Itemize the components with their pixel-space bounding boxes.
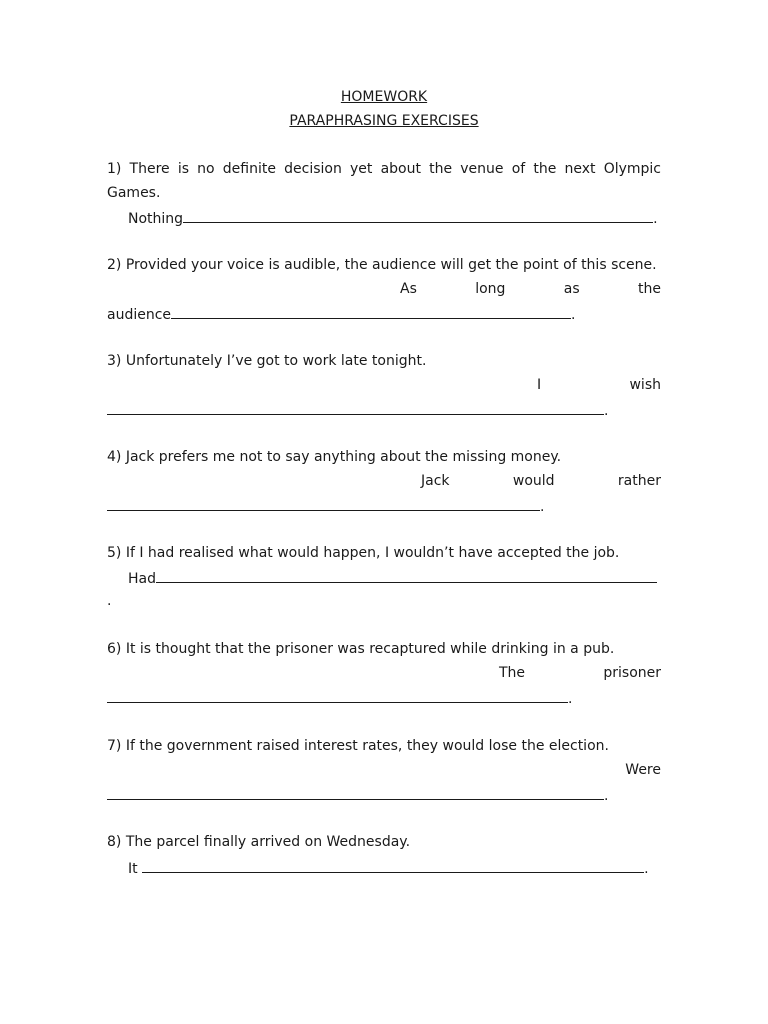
answer-line: Nothing . (128, 208, 658, 228)
exercise-sentence: 5) If I had realised what would happen, I wouldn’t have accepted the job. (107, 545, 620, 561)
answer-line: Had (128, 568, 657, 588)
exercise-sentence: 7) If the government raised interest rates, they would lose the election. (107, 738, 609, 754)
answer-prompt: Were (625, 762, 661, 778)
exercise-sentence: 4) Jack prefers me not to say anything about the missing money. (107, 449, 562, 465)
answer-blank[interactable] (142, 858, 644, 873)
answer-blank[interactable] (156, 568, 657, 583)
answer-line: . (107, 496, 544, 516)
answer-blank[interactable] (107, 400, 604, 415)
exercise-sentence: 3) Unfortunately I’ve got to work late tonight. (107, 353, 427, 369)
answer-prompt: As long as the (400, 281, 661, 297)
page-subtitle: PARAPHRASING EXERCISES (289, 113, 479, 129)
answer-blank[interactable] (171, 304, 571, 319)
exercise-sentence: 6) It is thought that the prisoner was recaptured while drinking in a pub. (107, 641, 615, 657)
answer-line: . (107, 785, 608, 805)
exercise-sentence-continued: Games. (107, 185, 161, 201)
page-title: HOMEWORK (340, 89, 428, 105)
answer-end: . (107, 593, 112, 609)
exercise-sentence: 2) Provided your voice is audible, the audience will get the point of this scene. (107, 257, 657, 273)
answer-prompt: I wish (537, 377, 661, 393)
answer-line: . (107, 688, 572, 708)
exercise-sentence: 1) There is no definite decision yet about the venue of the next Olympic (107, 161, 661, 177)
answer-blank[interactable] (107, 688, 568, 703)
answer-prompt: The prisoner (499, 665, 661, 681)
answer-blank[interactable] (107, 785, 604, 800)
exercise-sentence: 8) The parcel finally arrived on Wednesday. (107, 834, 411, 850)
answer-blank[interactable] (107, 496, 540, 511)
answer-line: It . (128, 858, 649, 878)
answer-blank[interactable] (183, 208, 653, 223)
answer-line: audience . (107, 304, 575, 324)
answer-prompt: Jack would rather (421, 473, 661, 489)
answer-line: . (107, 400, 608, 420)
